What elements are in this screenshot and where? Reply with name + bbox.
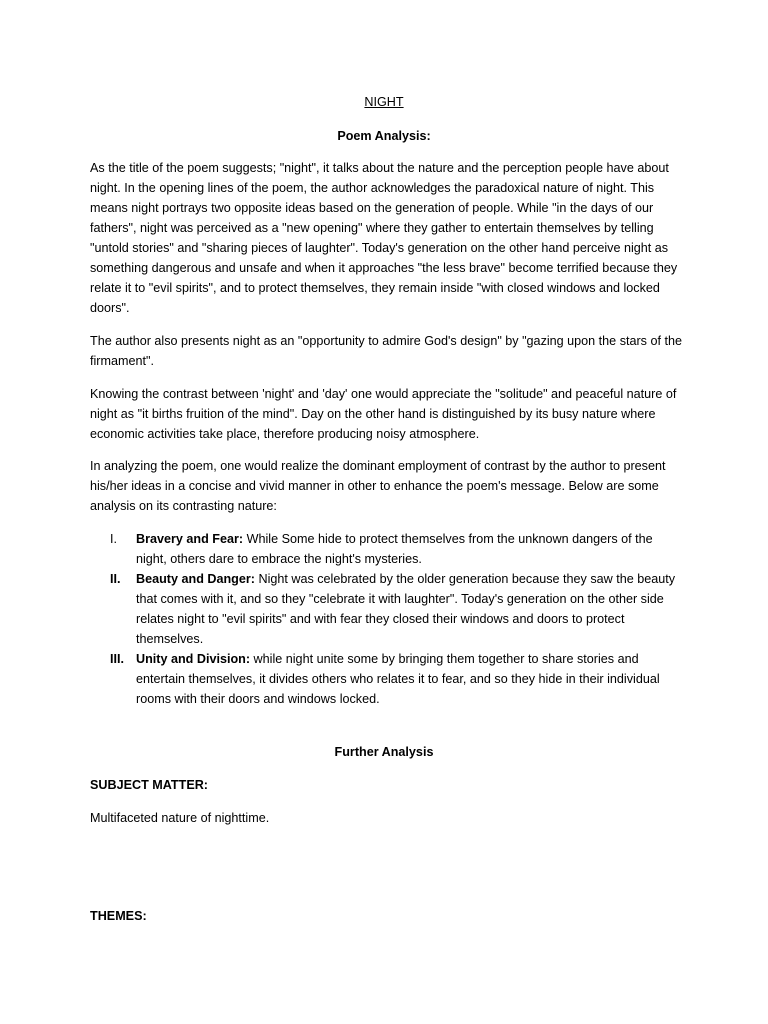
contrast-list bbox=[90, 529, 682, 709]
list-term: Beauty and Danger: bbox=[136, 572, 255, 586]
poem-analysis-heading: Poem Analysis: bbox=[337, 129, 431, 143]
list-text: Night was celebrated by the older generation because they saw the beauty that comes with it, and so they "celebrate it with laughter". Today's generation on the other side relates night to "evil spirits" and with fear they closed their windows and doors to protect themselves. bbox=[136, 572, 676, 646]
list-numeral: III. bbox=[110, 652, 124, 666]
subject-matter-text: Multifaceted nature of nighttime. bbox=[90, 811, 270, 825]
list-term: Bravery and Fear: bbox=[136, 532, 244, 546]
intro-paragraph: As the title of the poem suggests; "night", it talks about the nature and the perception people have about night. In the opening lines of the poem, the author acknowledges the paradoxical nature of night. This means night portrays two opposite ideas based on the generation of people. While "in the days of our fathers", night was perceived as a "new opening" where they gather to entertain themselves by telling "untold stories" and "sharing pieces of laughter". Today's generation on the other hand perceive night as something dangerous and unsafe and when it approaches "the less brave" become terrified because they relate it to "evil spirits", and to protect themselves, they remain inside "with closed windows and locked doors". bbox=[90, 161, 678, 315]
list-item bbox=[90, 569, 682, 649]
document-title: NIGHT bbox=[364, 95, 404, 109]
list-item bbox=[90, 529, 682, 569]
themes-heading: THEMES: bbox=[90, 909, 147, 923]
list-numeral: II. bbox=[110, 572, 121, 586]
list-text: while night unite some by bringing them together to share stories and entertain themselves, it divides others who relates it to fear, and so they hide in their individual rooms with their doors and windows locked. bbox=[136, 652, 660, 706]
further-analysis-heading: Further Analysis bbox=[334, 745, 434, 759]
list-text: While Some hide to protect themselves from the unknown dangers of the night, others dare to embrace the night's mysteries. bbox=[136, 532, 653, 566]
gods-design-paragraph: The author also presents night as an "opportunity to admire God's design" by "gazing upon the stars of the firmament". bbox=[90, 334, 682, 368]
contrast-intro-paragraph: In analyzing the poem, one would realize the dominant employment of contrast by the author to present his/her ideas in a concise and vivid manner in other to enhance the poem's message. Below are some analysis on its contrasting nature: bbox=[90, 459, 666, 513]
list-numeral: I. bbox=[110, 532, 117, 546]
subject-matter-heading: SUBJECT MATTER: bbox=[90, 778, 209, 792]
list-term: Unity and Division: bbox=[136, 652, 251, 666]
list-item bbox=[90, 649, 682, 709]
night-day-contrast-paragraph: Knowing the contrast between 'night' and 'day' one would appreciate the "solitude" and peaceful nature of night as "it births fruition of the mind". Day on the other hand is distinguished by its busy nature where economic activities take place, therefore producing noisy atmosphere. bbox=[90, 387, 677, 441]
